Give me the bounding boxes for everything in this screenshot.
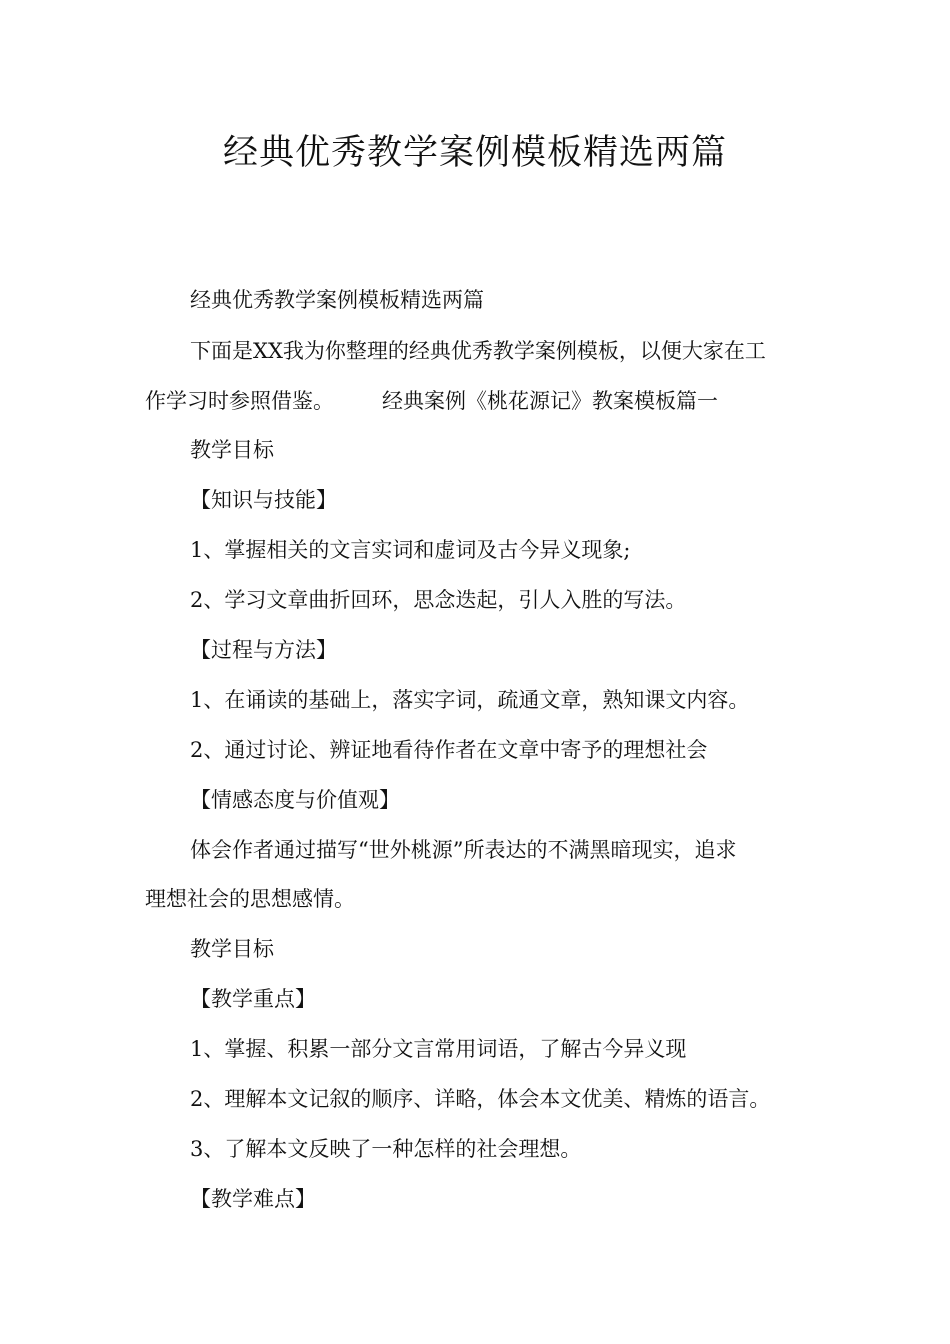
- list-item: 1、在诵读的基础上，落实字词，疏通文章，熟知课文内容。: [190, 688, 750, 712]
- intro-paragraph-end: 作学习时参照借鉴。: [145, 389, 334, 413]
- paragraph-line: 体会作者通过描写“世外桃源”所表达的不满黑暗现实，追求: [190, 838, 737, 862]
- intro-paragraph-line-2: [0, 386, 950, 416]
- subheading-process-method: 【过程与方法】: [190, 638, 337, 662]
- list-item: 2、理解本文记叙的顺序、详略，体会本文优美、精炼的语言。: [190, 1087, 771, 1111]
- list-item: 3、了解本文反映了一种怎样的社会理想。: [190, 1137, 582, 1161]
- subheading-knowledge-skills: 【知识与技能】: [190, 488, 337, 512]
- list-item: 1、掌握相关的文言实词和虚词及古今异义现象;: [190, 538, 631, 562]
- intro-paragraph-line-1: 下面是XX我为你整理的经典优秀教学案例模板，以便大家在工: [190, 339, 766, 363]
- list-item: 2、通过讨论、辨证地看待作者在文章中寄予的理想社会: [190, 738, 708, 762]
- list-item: 2、学习文章曲折回环，思念迭起，引人入胜的写法。: [190, 588, 687, 612]
- paragraph-line: 理想社会的思想感情。: [145, 887, 355, 911]
- intro-heading: 经典优秀教学案例模板精选两篇: [190, 288, 484, 312]
- list-item: 1、掌握、积累一部分文言常用词语，了解古今异义现: [190, 1037, 687, 1061]
- subheading-key-points: 【教学重点】: [190, 987, 316, 1011]
- case-one-heading: 经典案例《桃花源记》教案模板篇一: [382, 389, 718, 413]
- subheading-difficulties: 【教学难点】: [190, 1187, 316, 1211]
- document-title: 经典优秀教学案例模板精选两篇: [222, 133, 727, 173]
- section-heading-objectives: 教学目标: [190, 438, 274, 462]
- subheading-emotion-values: 【情感态度与价值观】: [190, 788, 400, 812]
- section-heading-objectives-2: 教学目标: [190, 937, 274, 961]
